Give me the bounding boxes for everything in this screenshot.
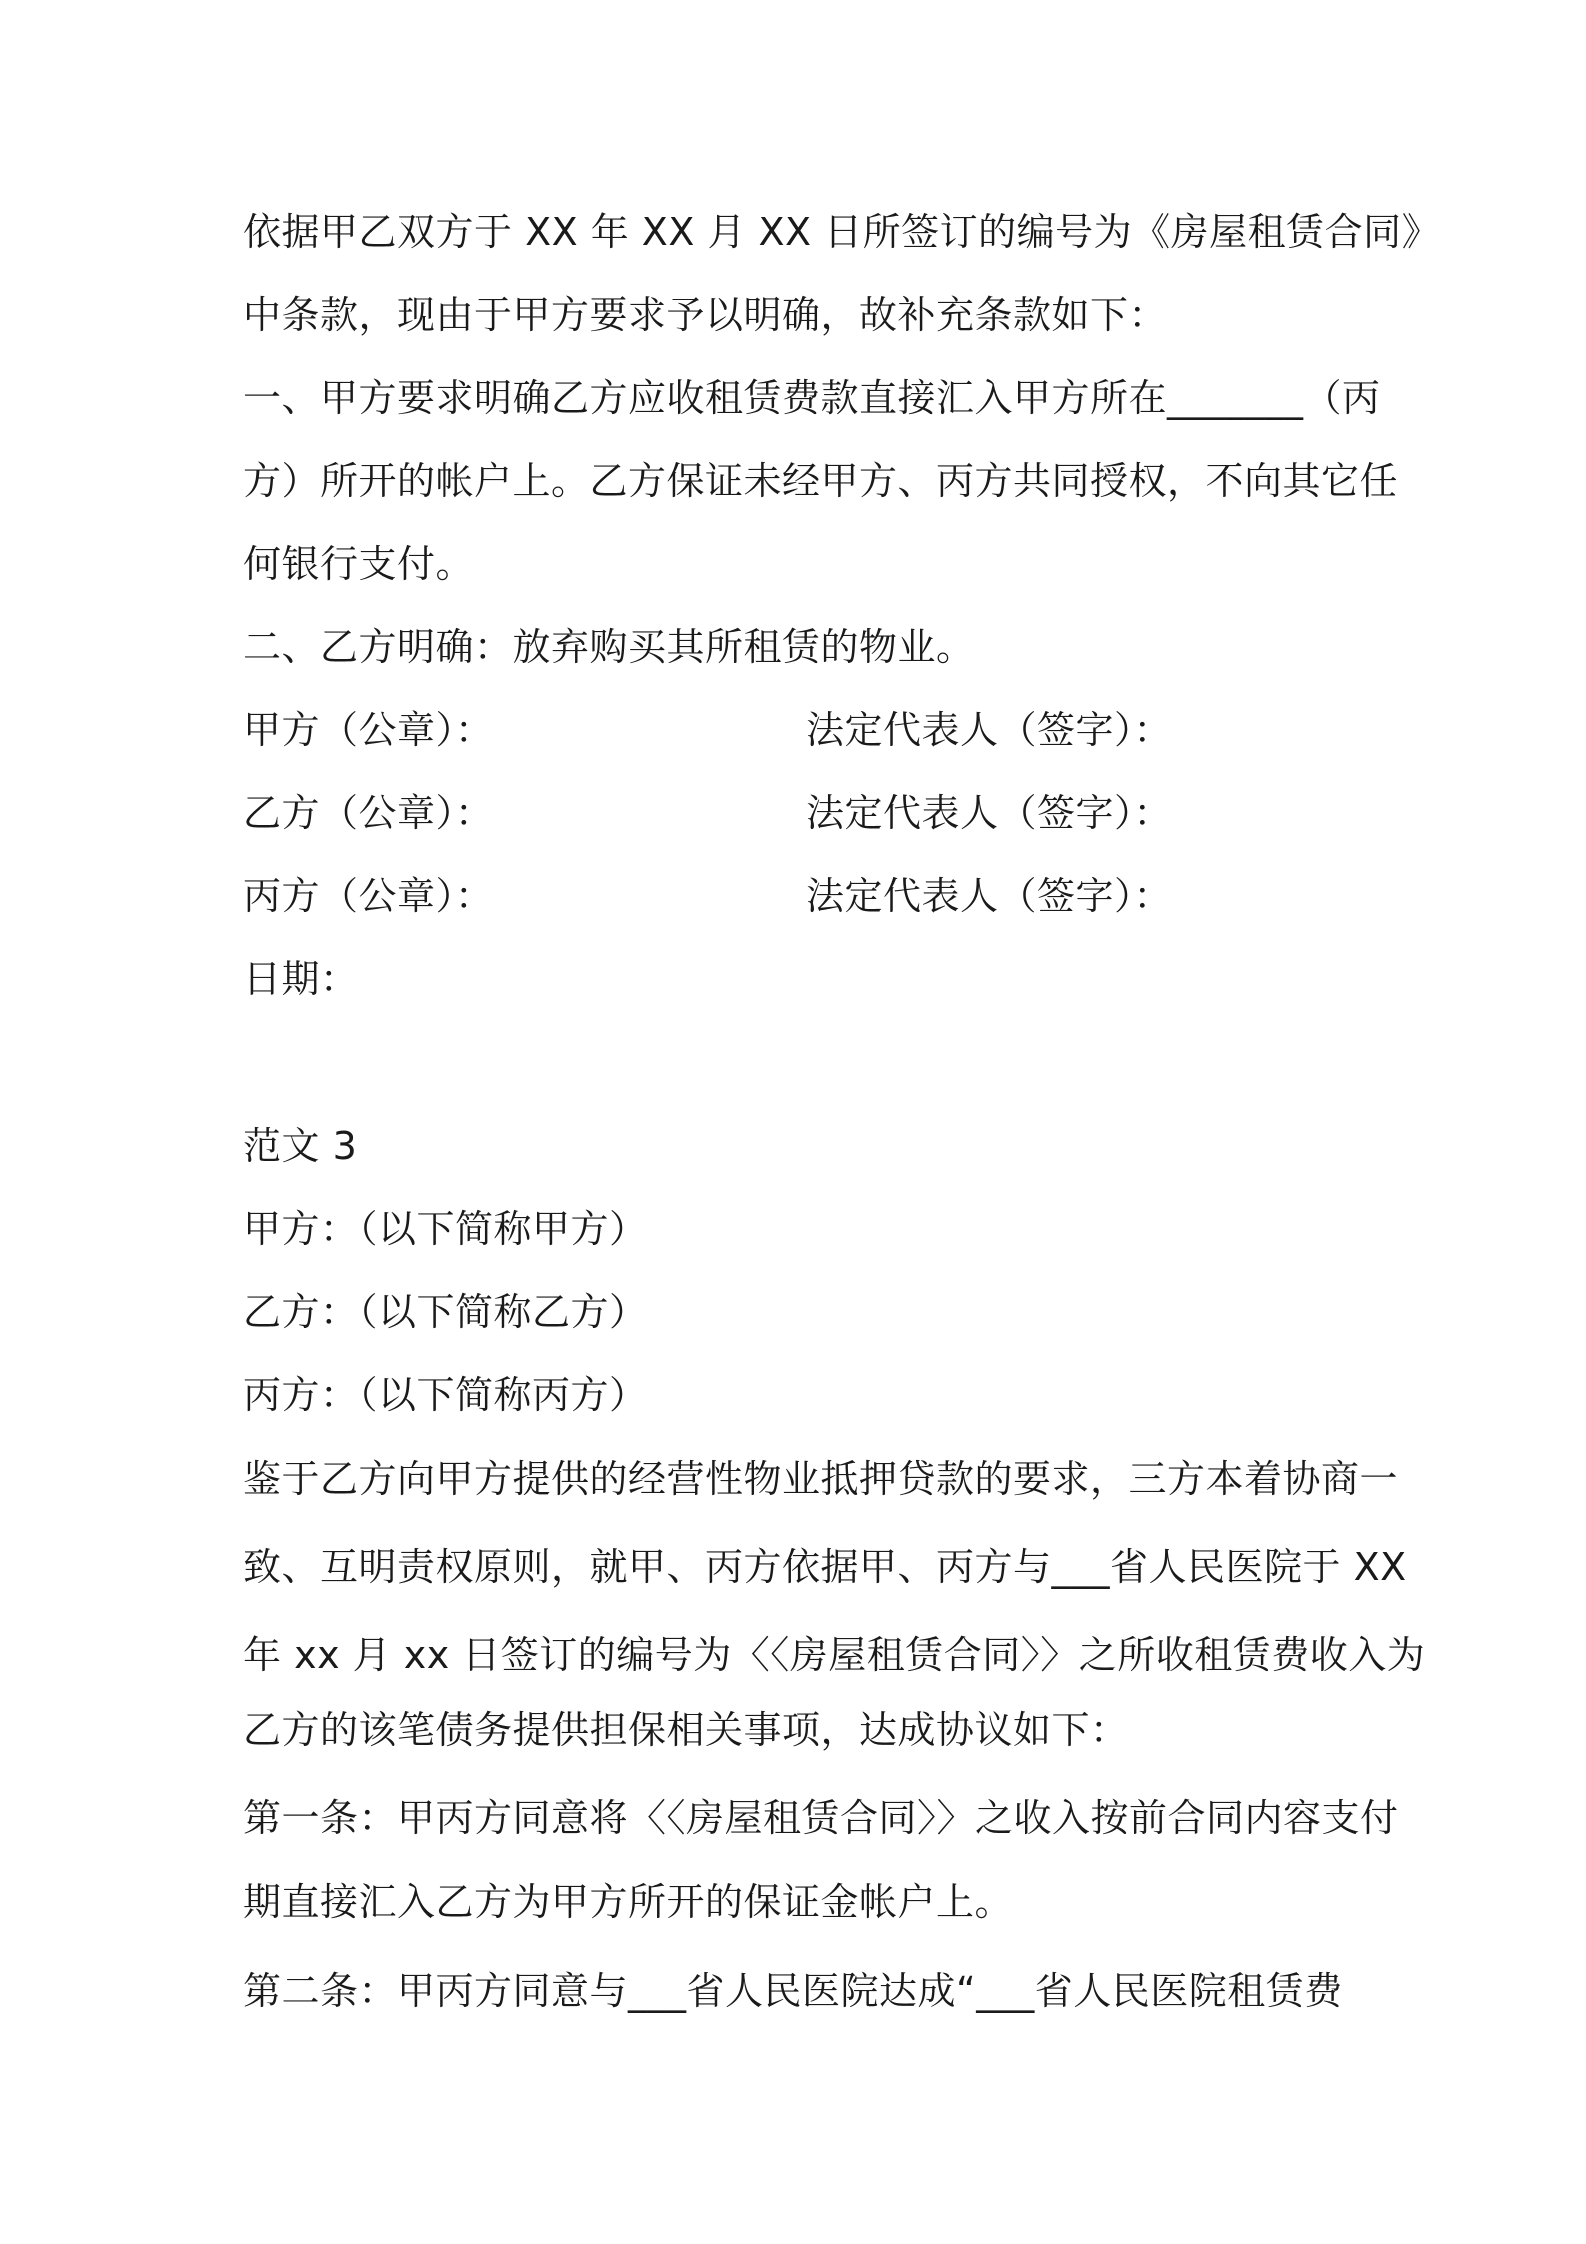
paragraph-line: 致、互明责权原则，就甲、丙方依据甲、丙方与___省人民医院于 XX [243,1545,1407,1589]
text-line: 依据甲乙双方于 XX 年 XX 月 XX 日所签订的编号为《房屋租赁合同》 [243,210,1441,254]
clause-2-line: 二、乙方明确：放弃购买其所租赁的物业。 [243,625,975,669]
text-line: 中条款，现由于甲方要求予以明确，故补充条款如下： [243,293,1168,337]
article-1-line: 第一条：甲丙方同意将〈〈房屋租赁合同〉〉之收入按前合同内容支付 [243,1796,1399,1840]
signature-party-c: 丙方（公章）： [243,874,494,918]
paragraph-line: 年 xx 月 xx 日签订的编号为〈〈房屋租赁合同〉〉之所收租赁费收入为 [243,1633,1426,1677]
text-line: 方）所开的帐户上。乙方保证未经甲方、丙方共同授权，不向其它任 [243,459,1399,503]
party-a-line: 甲方：（以下简称甲方） [243,1207,648,1251]
clause-1-line: 一、甲方要求明确乙方应收租赁费款直接汇入甲方所在_______（丙 [243,376,1381,420]
signature-party-a: 甲方（公章）： [243,708,494,752]
signature-rep-b: 法定代表人（签字）： [806,791,1173,835]
date-line: 日期： [243,957,359,1001]
party-b-line: 乙方：（以下简称乙方） [243,1290,648,1334]
article-2-line: 第二条：甲丙方同意与___省人民医院达成“___省人民医院租赁费 [243,1969,1343,2013]
signature-party-b: 乙方（公章）： [243,791,494,835]
party-c-line: 丙方：（以下简称丙方） [243,1373,648,1417]
signature-rep-a: 法定代表人（签字）： [806,708,1173,752]
signature-rep-c: 法定代表人（签字）： [806,874,1173,918]
text-line: 何银行支付。 [243,542,475,586]
section-title: 范文 3 [243,1124,358,1168]
paragraph-line: 鉴于乙方向甲方提供的经营性物业抵押贷款的要求，三方本着协商一 [243,1457,1399,1501]
article-1-line: 期直接汇入乙方为甲方所开的保证金帐户上。 [243,1880,1014,1924]
paragraph-line: 乙方的该笔债务提供担保相关事项，达成协议如下： [243,1708,1129,1752]
